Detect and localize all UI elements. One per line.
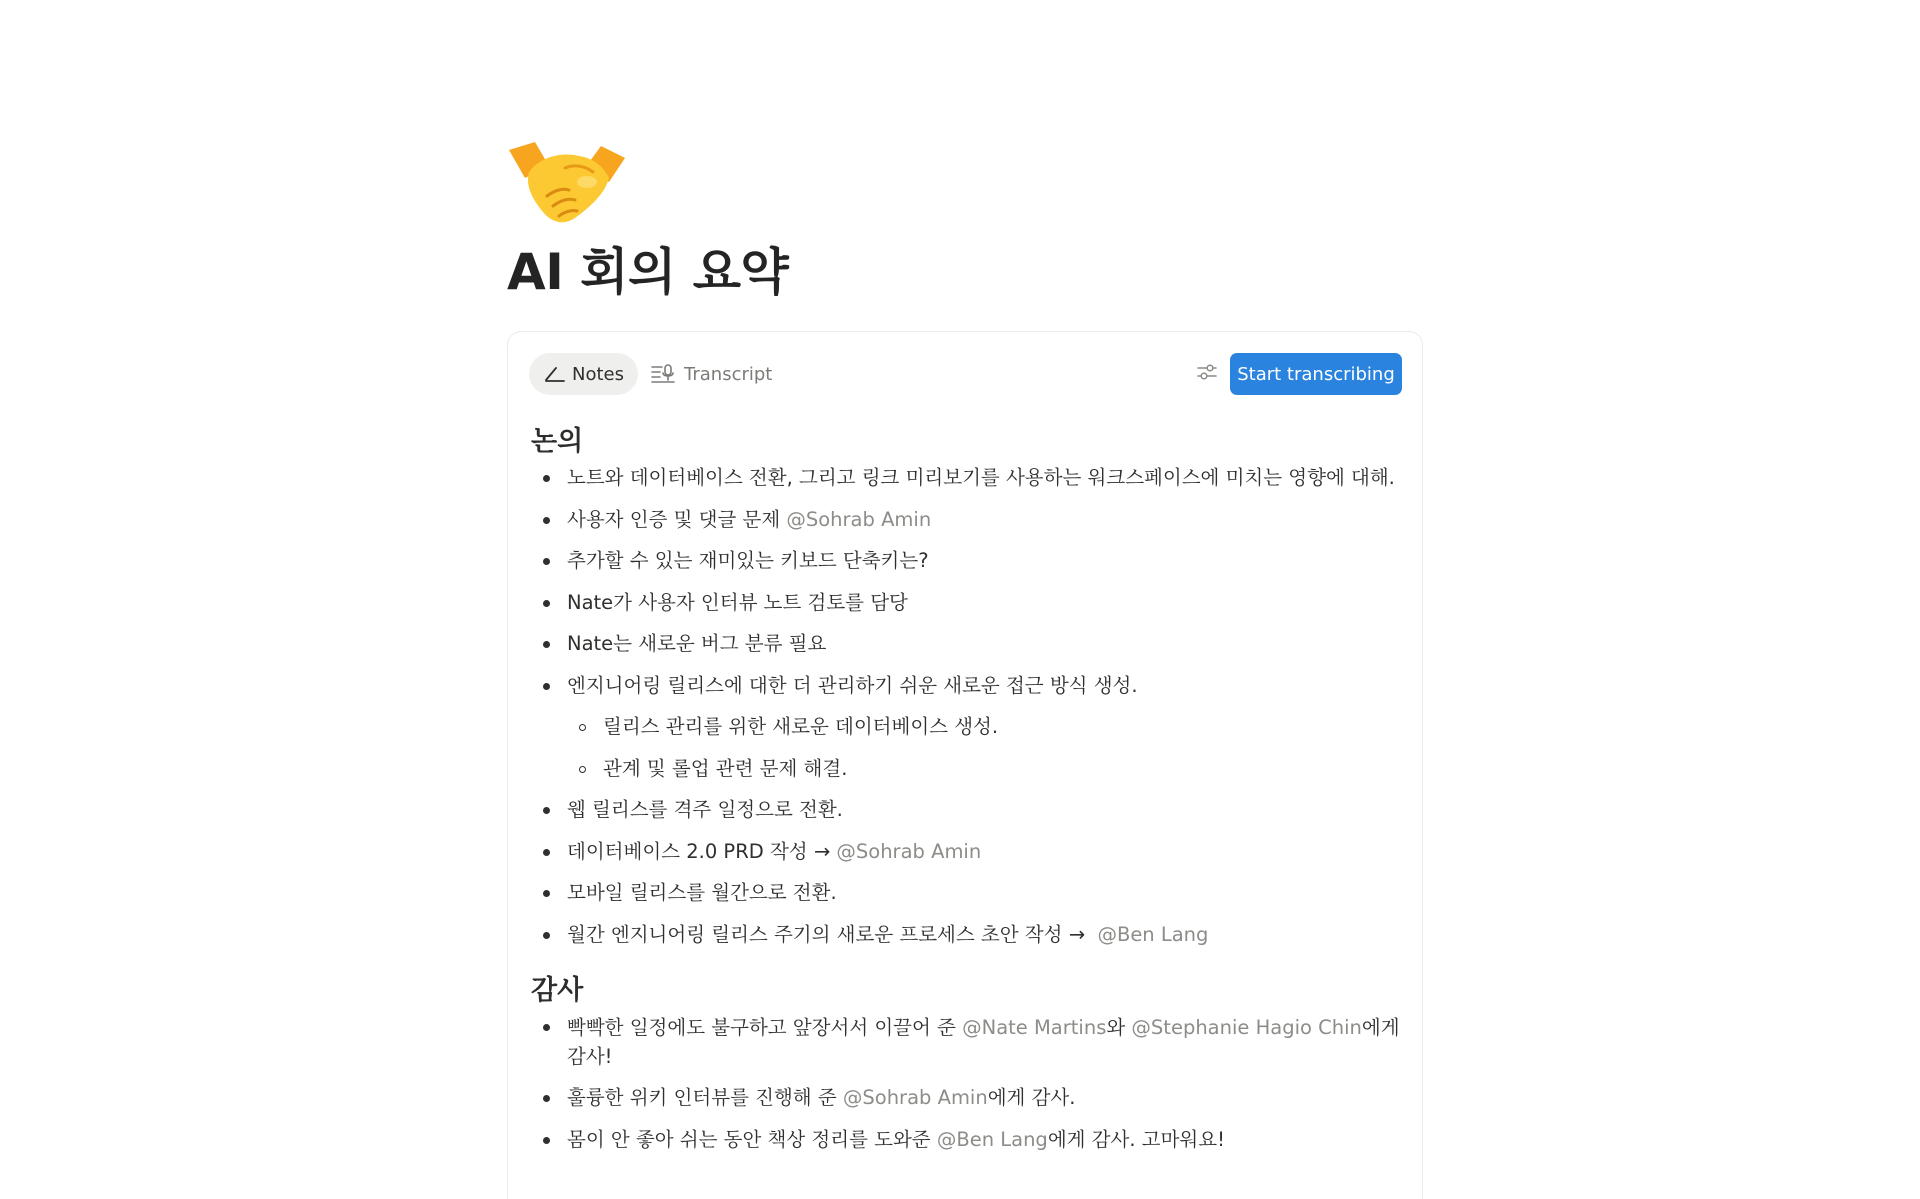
start-transcribing-button[interactable]: Start transcribing xyxy=(1230,353,1402,395)
notes-content[interactable] xyxy=(531,424,1411,1167)
thanks-list xyxy=(531,1013,1411,1154)
list-item[interactable]: 추가할 수 있는 재미있는 키보드 단축키는? xyxy=(531,547,1411,575)
sliders-icon xyxy=(1195,362,1219,386)
list-item[interactable]: 빡빡한 일정에도 불구하고 앞장서서 이끌어 준 @Nate Martins와 @Stephanie Hagio Chin에게 감사! xyxy=(531,1013,1411,1071)
section-heading-discussion: 논의 xyxy=(531,426,584,457)
page-title[interactable]: AI 회의 요약 xyxy=(507,243,789,301)
tab-notes-label: Notes xyxy=(572,363,624,385)
meeting-notes-card xyxy=(507,331,1423,1199)
list-item[interactable]: 엔지니어링 릴리스에 대한 더 관리하기 쉬운 새로운 접근 방식 생성. xyxy=(531,672,1411,700)
discussion-list xyxy=(531,464,1411,949)
user-mention[interactable]: @Ben Lang xyxy=(1097,922,1209,946)
user-mention[interactable]: @Sohrab Amin xyxy=(786,507,932,531)
settings-button[interactable] xyxy=(1193,360,1221,388)
arrow-right-icon: → xyxy=(813,839,831,863)
list-item[interactable]: 노트와 데이터베이스 전환, 그리고 링크 미리보기를 사용하는 워크스페이스에 미치는 영향에 대해. xyxy=(531,464,1411,492)
user-mention[interactable]: @Nate Martins xyxy=(962,1015,1107,1039)
section-heading-thanks: 감사 xyxy=(531,974,584,1006)
list-item[interactable]: 모바일 릴리스를 월간으로 전환. xyxy=(531,879,1411,907)
sub-list-item[interactable]: 관계 및 롤업 관련 문제 해결. xyxy=(531,755,1411,783)
list-item[interactable]: 월간 엔지니어링 릴리스 주기의 새로운 프로세스 초안 작성 → @Ben Lang xyxy=(531,921,1411,949)
list-item[interactable]: Nate는 새로운 버그 분류 필요 xyxy=(531,630,1411,658)
list-item[interactable]: 훌륭한 위키 인터뷰를 진행해 준 @Sohrab Amin에게 감사. xyxy=(531,1084,1411,1112)
transcript-icon xyxy=(650,363,676,385)
handshake-emoji-icon[interactable] xyxy=(505,138,629,230)
pencil-icon xyxy=(543,365,565,383)
list-item[interactable]: Nate가 사용자 인터뷰 노트 검토를 담당 xyxy=(531,589,1411,617)
user-mention[interactable]: @Stephanie Hagio Chin xyxy=(1131,1015,1362,1039)
list-item[interactable]: 몸이 안 좋아 쉬는 동안 책상 정리를 도와준 @Ben Lang에게 감사. 고마워요! xyxy=(531,1126,1411,1154)
notes-toolbar xyxy=(529,353,1402,395)
tab-transcript-label: Transcript xyxy=(684,363,773,385)
list-item[interactable]: 웹 릴리스를 격주 일정으로 전환. xyxy=(531,796,1411,824)
user-mention[interactable]: @Ben Lang xyxy=(936,1127,1048,1151)
sub-list-item[interactable]: 릴리스 관리를 위한 새로운 데이터베이스 생성. xyxy=(531,713,1411,741)
list-item[interactable]: 데이터베이스 2.0 PRD 작성 → @Sohrab Amin xyxy=(531,838,1411,866)
tab-notes[interactable] xyxy=(529,353,638,395)
list-item[interactable]: 사용자 인증 및 댓글 문제 @Sohrab Amin xyxy=(531,506,1411,534)
tab-transcript[interactable] xyxy=(650,353,772,395)
arrow-right-icon: → xyxy=(1068,922,1086,946)
user-mention[interactable]: @Sohrab Amin xyxy=(842,1086,988,1109)
user-mention[interactable]: @Sohrab Amin xyxy=(836,839,982,863)
